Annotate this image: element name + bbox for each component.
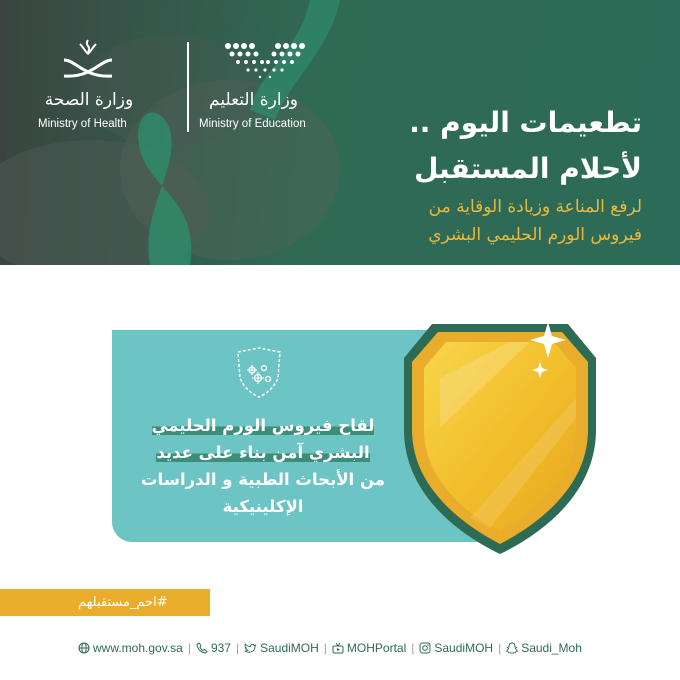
globe-icon (78, 642, 90, 654)
hero-banner (0, 0, 680, 265)
instagram-handle: SaudiMOH (434, 641, 494, 655)
website-text: www.moh.gov.sa (93, 641, 183, 655)
card-line-1: لقاح فيروس الورم الحليمي (151, 416, 375, 435)
logo-divider (187, 42, 189, 132)
footer-separator: | (187, 641, 191, 655)
footer-instagram[interactable] (419, 641, 493, 655)
footer-website[interactable] (78, 641, 183, 655)
headline-line-1: تطعيمات اليوم .. (409, 106, 642, 139)
subheadline-line-2: فيروس الورم الحليمي البشري (428, 225, 642, 245)
shield-icon (400, 318, 600, 558)
twitter-icon (244, 643, 257, 654)
footer-separator: | (411, 641, 415, 655)
headline-line-2: لأحلام المستقبل (414, 152, 642, 185)
twitter-handle: SaudiMOH (260, 641, 319, 655)
youtube-icon (332, 642, 344, 654)
card-text (118, 412, 408, 520)
card-line-4: الإكلينيكية (222, 497, 304, 516)
snapchat-icon (506, 642, 518, 654)
subheadline (312, 193, 642, 249)
youtube-handle: MOHPortal (346, 641, 407, 655)
moh-arabic-name: وزارة الصحة (44, 90, 134, 110)
footer-contacts (78, 638, 638, 658)
footer-phone[interactable] (196, 641, 231, 655)
moe-arabic-name: وزارة التعليم (209, 90, 298, 110)
moe-emblem-icon (224, 40, 306, 84)
subheadline-line-1: لرفع المناعة وزيادة الوقاية من (428, 197, 642, 217)
headline (312, 100, 642, 192)
instagram-icon (419, 642, 431, 654)
phone-text: 937 (210, 641, 231, 655)
ministry-logos (36, 38, 306, 138)
footer-separator: | (498, 641, 502, 655)
footer-separator: | (235, 641, 240, 655)
hashtag-banner: #احم_مستقبلهم (0, 589, 210, 616)
vaccine-shield-icon (232, 346, 286, 400)
footer-snapchat[interactable] (506, 641, 582, 655)
card-line-3: من الأبحاث الطبية و الدراسات (140, 470, 386, 489)
phone-icon (196, 642, 208, 654)
footer-separator: | (323, 641, 327, 655)
footer-twitter[interactable] (244, 641, 319, 655)
footer-youtube[interactable] (332, 641, 406, 655)
snapchat-handle: Saudi_Moh (521, 641, 582, 655)
moh-english-name: Ministry of Health (38, 118, 127, 130)
card-line-2: البشري آمن بناء على عديد (156, 443, 370, 462)
moh-emblem-icon (58, 38, 118, 84)
moe-english-name: Ministry of Education (199, 118, 306, 130)
